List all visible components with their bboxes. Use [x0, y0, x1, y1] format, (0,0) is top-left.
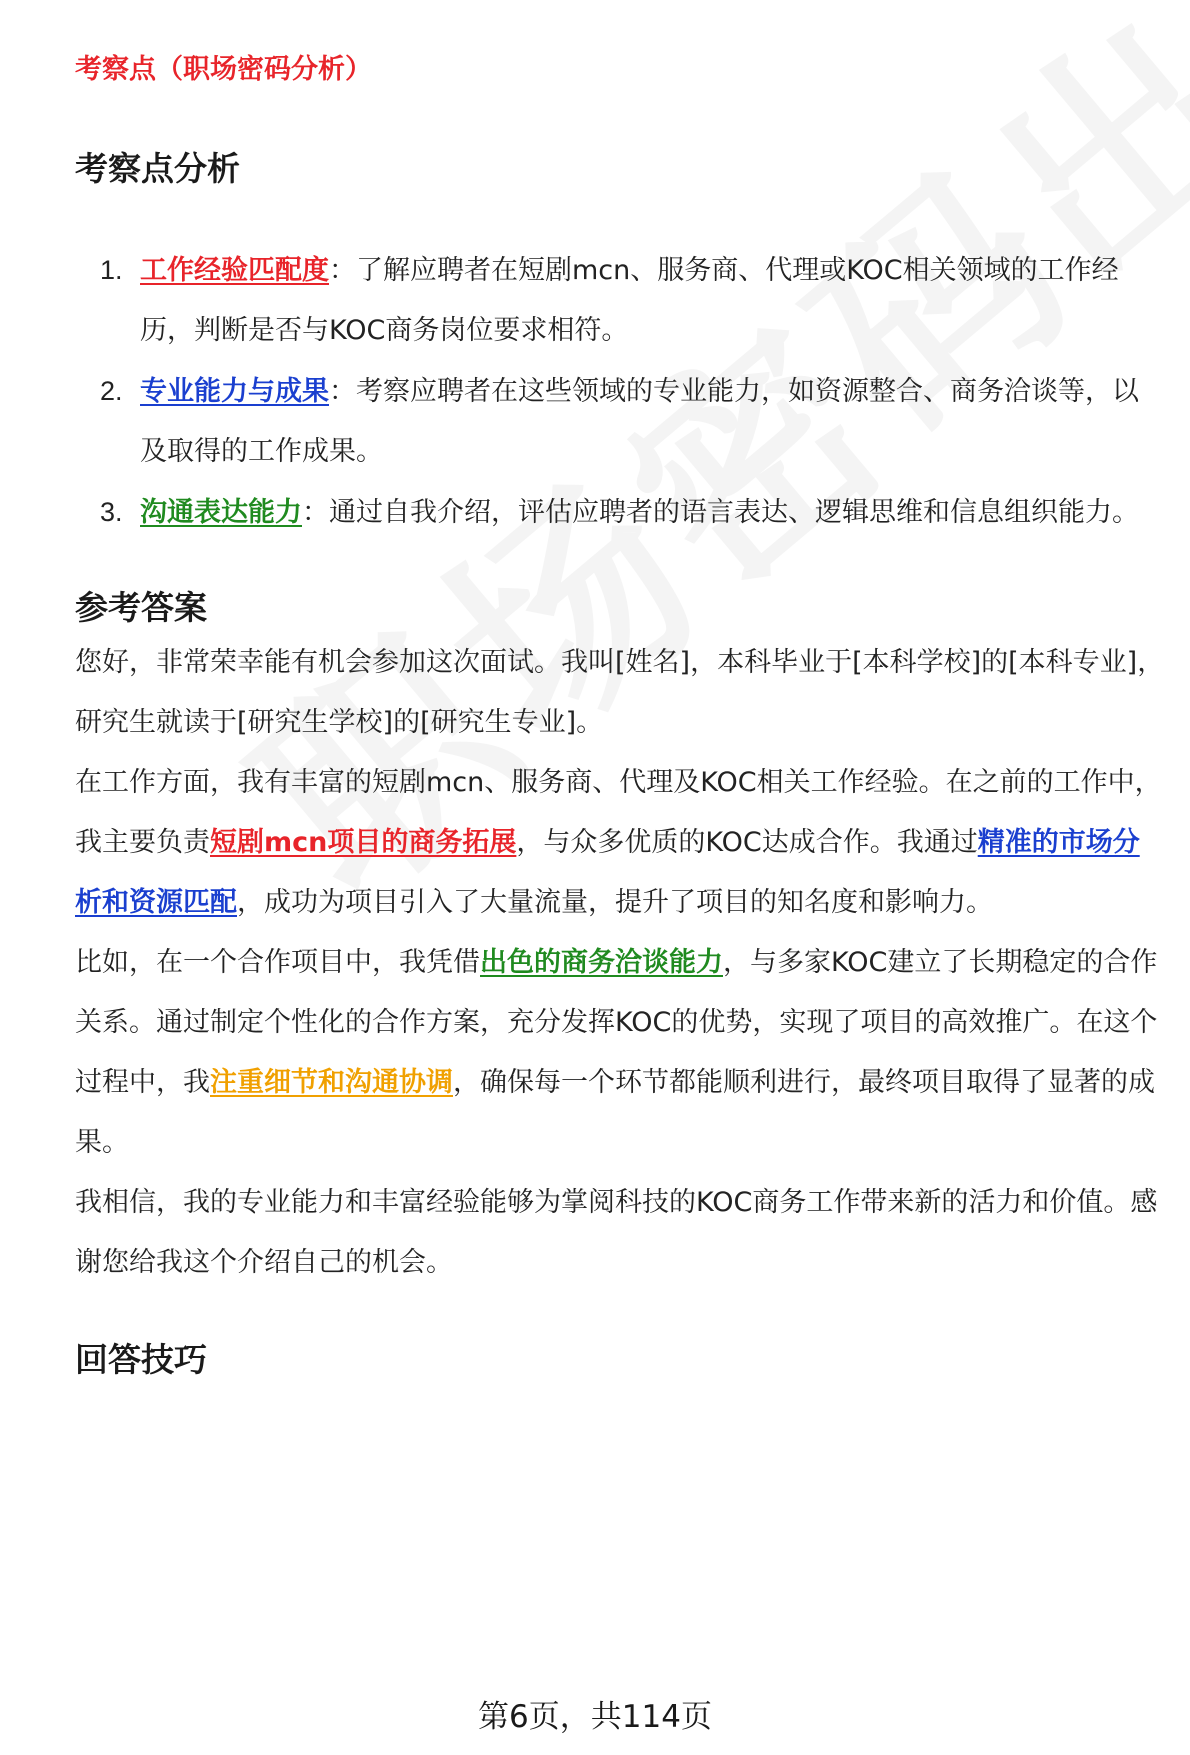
paragraph-text: ，与众多优质的KOC达成合作。我通过 — [516, 827, 978, 858]
analysis-heading: 考察点分析 — [75, 149, 240, 188]
page-content — [75, 50, 1165, 1385]
point-term: 专业能力与成果 — [140, 376, 329, 407]
point-colon: ： — [329, 255, 356, 286]
list-item — [130, 361, 1165, 482]
paragraph-text: 在工作方面，我有丰富的短剧mcn、服务商、代理及KOC相关工作经验。在之前的工作中，我主要负责 — [75, 767, 1162, 858]
highlight-text: 出色的商务洽谈能力 — [480, 947, 723, 978]
answer-paragraph-closing: 我相信，我的专业能力和丰富经验能够为掌阅科技的KOC商务工作带来新的活力和价值。感谢您给我这个介绍自己的机会。 — [75, 1187, 1158, 1278]
paragraph-text: ，成功为项目引入了大量流量，提升了项目的知名度和影响力。 — [237, 887, 993, 918]
tips-heading: 回答技巧 — [75, 1340, 207, 1379]
analysis-list — [75, 240, 1165, 543]
highlight-text: 短剧mcn项目的商务拓展 — [210, 827, 517, 858]
point-term: 工作经验匹配度 — [140, 255, 329, 286]
point-text: 考察应聘者在这些领域的专业能力，如资源整合、商务洽谈等，以及取得的工作成果。 — [140, 376, 1139, 467]
point-text: 通过自我介绍，评估应聘者的语言表达、逻辑思维和信息组织能力。 — [329, 497, 1139, 528]
paragraph-text: ，确保每一个环节都能顺利进行，最终项目取得了显著的成果。 — [75, 1067, 1155, 1158]
paragraph-text: 比如，在一个合作项目中，我凭借 — [75, 947, 480, 978]
list-item — [130, 240, 1165, 361]
page-number: 第6页，共114页 — [478, 1699, 712, 1735]
list-item — [130, 482, 1165, 543]
point-term: 沟通表达能力 — [140, 497, 302, 528]
point-colon: ： — [329, 376, 356, 407]
point-colon: ： — [302, 497, 329, 528]
answer-heading: 参考答案 — [75, 588, 207, 627]
answer-paragraph-experience — [75, 753, 1165, 933]
highlight-text: 注重细节和沟通协调 — [210, 1067, 453, 1098]
point-text: 了解应聘者在短剧mcn、服务商、代理或KOC相关领域的工作经历，判断是否与KOC商务岗位要求相符。 — [140, 255, 1119, 346]
answer-paragraph-intro: 您好，非常荣幸能有机会参加这次面试。我叫[姓名]，本科毕业于[本科学校]的[本科专业]，研究生就读于[研究生学校]的[研究生专业]。 — [75, 647, 1165, 738]
highlight-text: 精准的市场分析和资源匹配 — [75, 827, 1140, 918]
answer-paragraph-example — [75, 933, 1165, 1173]
section-label: 考察点（职场密码分析） — [75, 54, 372, 85]
paragraph-text: ，与多家KOC建立了长期稳定的合作关系。通过制定个性化的合作方案，充分发挥KOC的优势，实现了项目的高效推广。在这个过程中，我 — [75, 947, 1158, 1098]
